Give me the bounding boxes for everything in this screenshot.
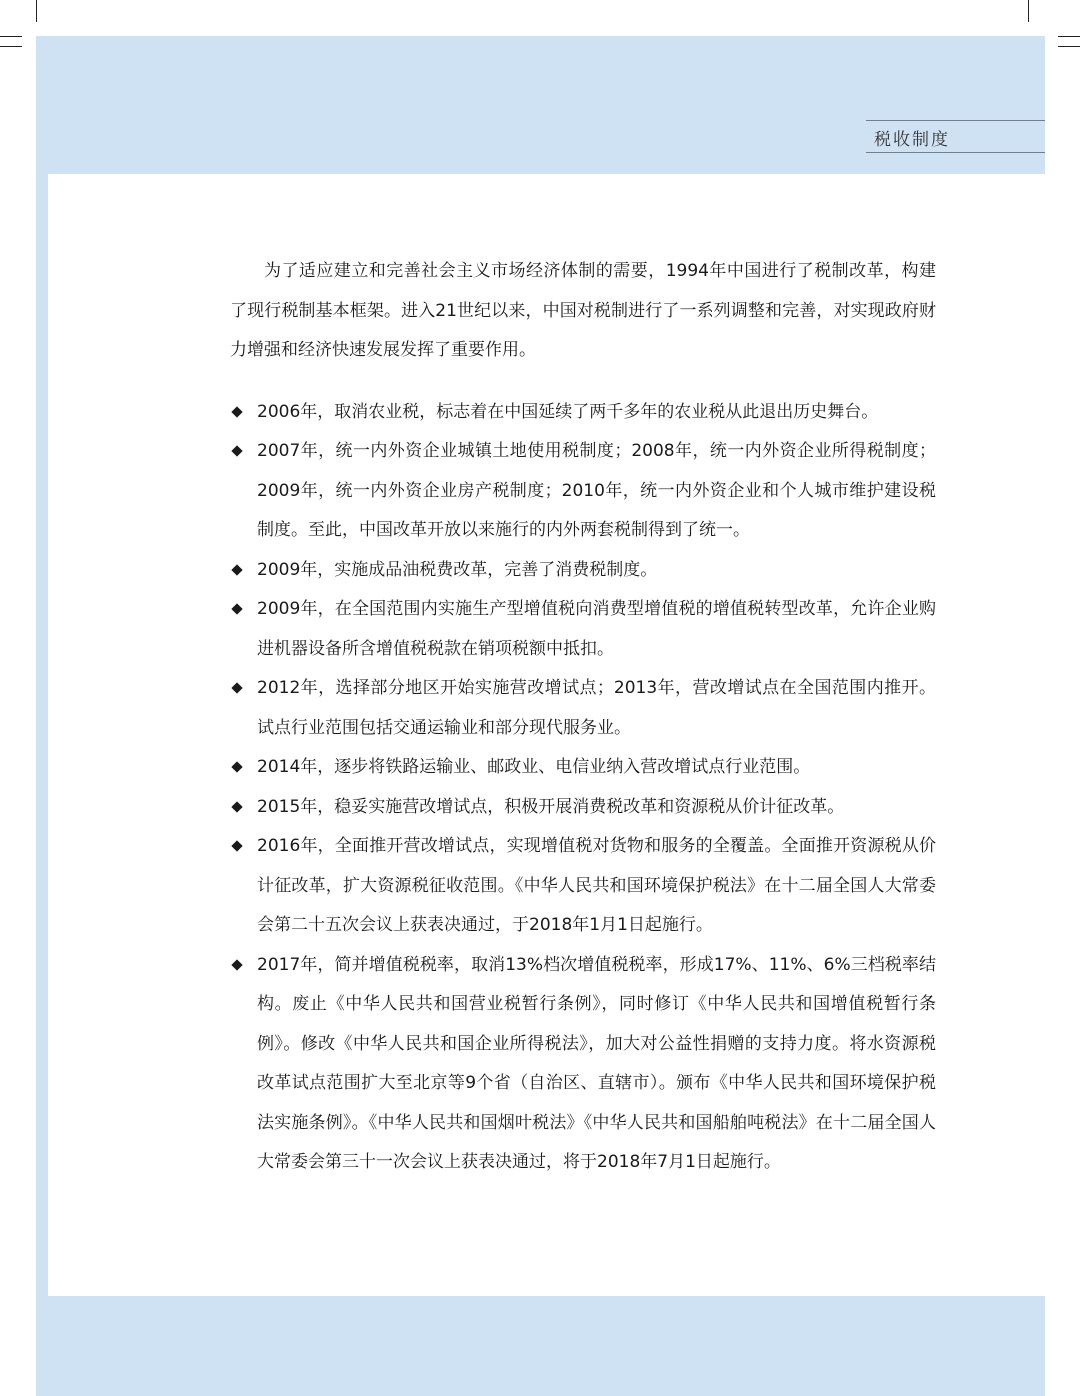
diamond-bullet-icon	[231, 564, 242, 575]
list-item-text: 2017年，简并增值税税率，取消13%档次增值税税率，形成17%、11%、6%三档税率结构。废止《中华人民共和国营业税暂行条例》，同时修订《中华人民共和国增值税暂行条例》。修改《中华人民共和国企业所得税法》，加大对公益性捐赠的支持力度。将水资源税改革试点范围扩大至北京等9个省（自治区、直辖市）。颁布《中华人民共和国环境保护税法实施条例》。《中华人民共和国烟叶税法》《中华人民共和国船舶吨税法》在十二届全国人大常委会第三十一次会议上获表决通过，将于2018年7月1日起施行。	[257, 954, 936, 1172]
list-item-text: 2009年，实施成品油税费改革，完善了消费税制度。	[257, 559, 658, 580]
list-item	[230, 748, 936, 788]
crop-mark	[36, 0, 37, 22]
list-item	[230, 432, 936, 551]
list-item	[230, 590, 936, 669]
crop-mark	[1058, 36, 1080, 37]
list-item-text: 2006年，取消农业税，标志着在中国延续了两千多年的农业税从此退出历史舞台。	[257, 401, 879, 422]
list-item	[230, 827, 936, 946]
list-item-text: 2012年，选择部分地区开始实施营改增试点；2013年，营改增试点在全国范围内推开。试点行业范围包括交通运输业和部分现代服务业。	[257, 678, 936, 738]
reform-timeline-list	[230, 393, 936, 1183]
diamond-bullet-icon	[231, 761, 242, 772]
section-title: 税收制度	[874, 130, 950, 150]
crop-mark	[1028, 0, 1029, 22]
crop-mark	[1058, 46, 1080, 47]
diamond-bullet-icon	[231, 801, 242, 812]
list-item-text: 2015年，稳妥实施营改增试点，积极开展消费税改革和资源税从价计征改革。	[257, 796, 845, 817]
diamond-bullet-icon	[231, 406, 242, 417]
list-item	[230, 551, 936, 591]
list-item-text: 2014年，逐步将铁路运输业、邮政业、电信业纳入营改增试点行业范围。	[257, 757, 811, 777]
crop-mark	[0, 36, 22, 37]
section-header	[866, 120, 1045, 153]
diamond-bullet-icon	[231, 840, 242, 851]
diamond-bullet-icon	[231, 959, 242, 970]
intro-paragraph: 为了适应建立和完善社会主义市场经济体制的需要，1994年中国进行了税制改革，构建了现行税制基本框架。进入21世纪以来，中国对税制进行了一系列调整和完善，对实现政府财力增强和经济快速发展发挥了重要作用。	[230, 261, 936, 360]
crop-mark	[0, 46, 22, 47]
list-item-text: 2009年，在全国范围内实施生产型增值税向消费型增值税的增值税转型改革，允许企业购进机器设备所含增值税税款在销项税额中抵扣。	[257, 599, 936, 659]
list-item	[230, 393, 936, 433]
diamond-bullet-icon	[231, 682, 242, 693]
list-item-text: 2007年，统一内外资企业城镇土地使用税制度；2008年，统一内外资企业所得税制度；2009年，统一内外资企业房产税制度；2010年，统一内外资企业和个人城市维护建设税制度。至此，中国改革开放以来施行的内外两套税制得到了统一。	[257, 441, 936, 540]
list-item-text: 2016年，全面推开营改增试点，实现增值税对货物和服务的全覆盖。全面推开资源税从价计征改革，扩大资源税征收范围。《中华人民共和国环境保护税法》在十二届全国人大常委会第二十五次会议上获表决通过，于2018年1月1日起施行。	[257, 836, 936, 935]
list-item	[230, 669, 936, 748]
list-item	[230, 946, 936, 1183]
article-body	[230, 252, 936, 1183]
list-item	[230, 788, 936, 828]
diamond-bullet-icon	[231, 445, 242, 456]
diamond-bullet-icon	[231, 603, 242, 614]
